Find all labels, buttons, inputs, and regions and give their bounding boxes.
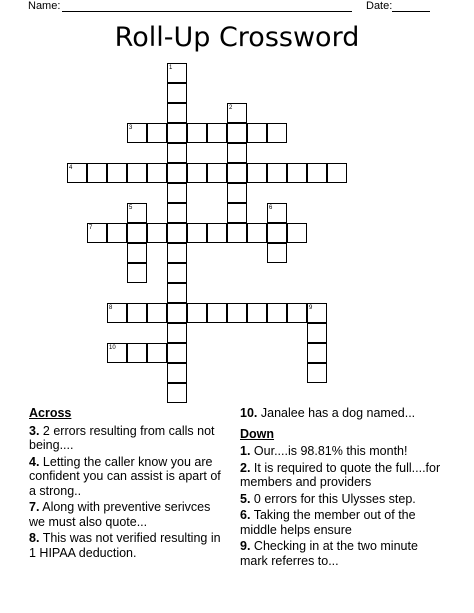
crossword-cell[interactable] — [207, 123, 227, 143]
crossword-cell[interactable] — [267, 163, 287, 183]
crossword-cell[interactable] — [127, 343, 147, 363]
crossword-cell[interactable] — [287, 303, 307, 323]
crossword-cell[interactable] — [127, 263, 147, 283]
crossword-cell[interactable] — [227, 123, 247, 143]
clue-number: 9 — [309, 305, 313, 311]
crossword-cell[interactable] — [127, 203, 147, 223]
crossword-cell[interactable] — [167, 63, 187, 83]
crossword-cell[interactable] — [147, 123, 167, 143]
crossword-cell[interactable] — [167, 343, 187, 363]
crossword-cell[interactable] — [127, 223, 147, 243]
crossword-cell[interactable] — [187, 163, 207, 183]
crossword-cell[interactable] — [167, 323, 187, 343]
clue-number: 5 — [129, 205, 133, 211]
clue-number: 3 — [129, 125, 133, 131]
crossword-cell[interactable] — [227, 183, 247, 203]
crossword-cell[interactable] — [267, 123, 287, 143]
crossword-cell[interactable] — [247, 223, 267, 243]
crossword-cell[interactable] — [147, 223, 167, 243]
crossword-cell[interactable] — [167, 243, 187, 263]
crossword-cell[interactable] — [247, 123, 267, 143]
crossword-cell[interactable] — [87, 163, 107, 183]
crossword-cell[interactable] — [127, 243, 147, 263]
across-clue: 3. 2 errors resulting from calls not being.... — [29, 423, 215, 452]
crossword-cell[interactable] — [307, 163, 327, 183]
crossword-cell[interactable] — [127, 303, 147, 323]
crossword-cell[interactable] — [267, 303, 287, 323]
crossword-cell[interactable] — [187, 303, 207, 323]
crossword-cell[interactable] — [87, 223, 107, 243]
down-clue: 9. Checking in at the two minute mark referres to... — [240, 539, 418, 568]
down-clue: 5. 0 errors for this Ulysses step. — [240, 491, 416, 506]
crossword-cell[interactable] — [167, 203, 187, 223]
crossword-cell[interactable] — [167, 83, 187, 103]
crossword-cell[interactable] — [187, 223, 207, 243]
crossword-cell[interactable] — [167, 263, 187, 283]
crossword-cell[interactable] — [287, 163, 307, 183]
down-clue: 1. Our....is 98.81% this month! — [240, 444, 408, 458]
crossword-cell[interactable] — [107, 303, 127, 323]
clue-number: 10 — [109, 345, 116, 351]
clue-number: 8 — [109, 305, 113, 311]
crossword-cell[interactable] — [207, 223, 227, 243]
crossword-cell[interactable] — [147, 343, 167, 363]
down-clue: 6. Taking the member out of the middle helps ensure — [240, 508, 416, 537]
crossword-cell[interactable] — [227, 203, 247, 223]
crossword-cell[interactable] — [147, 303, 167, 323]
crossword-cell[interactable] — [207, 303, 227, 323]
crossword-cell[interactable] — [167, 183, 187, 203]
clue-number: 6 — [269, 205, 273, 211]
clues-left-column — [29, 406, 225, 562]
crossword-cell[interactable] — [207, 163, 227, 183]
crossword-cell[interactable] — [247, 163, 267, 183]
crossword-cell[interactable] — [167, 283, 187, 303]
crossword-cell[interactable] — [167, 103, 187, 123]
crossword-cell[interactable] — [167, 143, 187, 163]
crossword-cell[interactable] — [167, 303, 187, 323]
page-title: Roll-Up Crossword — [114, 22, 360, 53]
crossword-cell[interactable] — [227, 103, 247, 123]
down-clue: 2. It is required to quote the full....for members and providers — [240, 460, 441, 489]
date-label: Date: — [366, 0, 393, 12]
crossword-cell[interactable] — [227, 223, 247, 243]
crossword-cell[interactable] — [267, 243, 287, 263]
crossword-cell[interactable] — [127, 123, 147, 143]
crossword-cell[interactable] — [267, 203, 287, 223]
crossword-cell[interactable] — [187, 123, 207, 143]
across-clue: 8. This was not verified resulting in 1 HIPAA deduction. — [29, 531, 221, 560]
crossword-cell[interactable] — [327, 163, 347, 183]
crossword-cell[interactable] — [307, 303, 327, 323]
crossword-cell[interactable] — [167, 363, 187, 383]
crossword-cell[interactable] — [267, 223, 287, 243]
clue-number: 1 — [169, 65, 173, 71]
crossword-cell[interactable] — [147, 163, 167, 183]
across-clue: 10. Janalee has a dog named... — [240, 406, 416, 420]
across-heading: Across — [29, 406, 72, 420]
crossword-cell[interactable] — [167, 223, 187, 243]
crossword-cell[interactable] — [227, 303, 247, 323]
crossword-cell[interactable] — [287, 223, 307, 243]
crossword-cell[interactable] — [167, 163, 187, 183]
crossword-cell[interactable] — [307, 323, 327, 343]
clue-number: 4 — [69, 165, 73, 171]
clues-right-column — [240, 406, 448, 570]
crossword-cell[interactable] — [227, 163, 247, 183]
across-clue: 7. Along with preventive serivces we must also quote... — [29, 500, 211, 529]
crossword-cell[interactable] — [167, 383, 187, 403]
crossword-cell[interactable] — [107, 223, 127, 243]
crossword-cell[interactable] — [247, 303, 267, 323]
across-clue: 4. Letting the caller know you are confident you can assist is apart of a strong.. — [29, 454, 221, 498]
crossword-cell[interactable] — [107, 343, 127, 363]
crossword-cell[interactable] — [67, 163, 87, 183]
crossword-cell[interactable] — [167, 123, 187, 143]
clue-number: 7 — [89, 225, 93, 231]
name-label: Name: — [28, 0, 61, 12]
crossword-cell[interactable] — [107, 163, 127, 183]
clue-number: 2 — [229, 105, 233, 111]
crossword-cell[interactable] — [307, 343, 327, 363]
crossword-cell[interactable] — [227, 143, 247, 163]
crossword-cell[interactable] — [307, 363, 327, 383]
crossword-cell[interactable] — [127, 163, 147, 183]
down-heading: Down — [240, 426, 275, 441]
